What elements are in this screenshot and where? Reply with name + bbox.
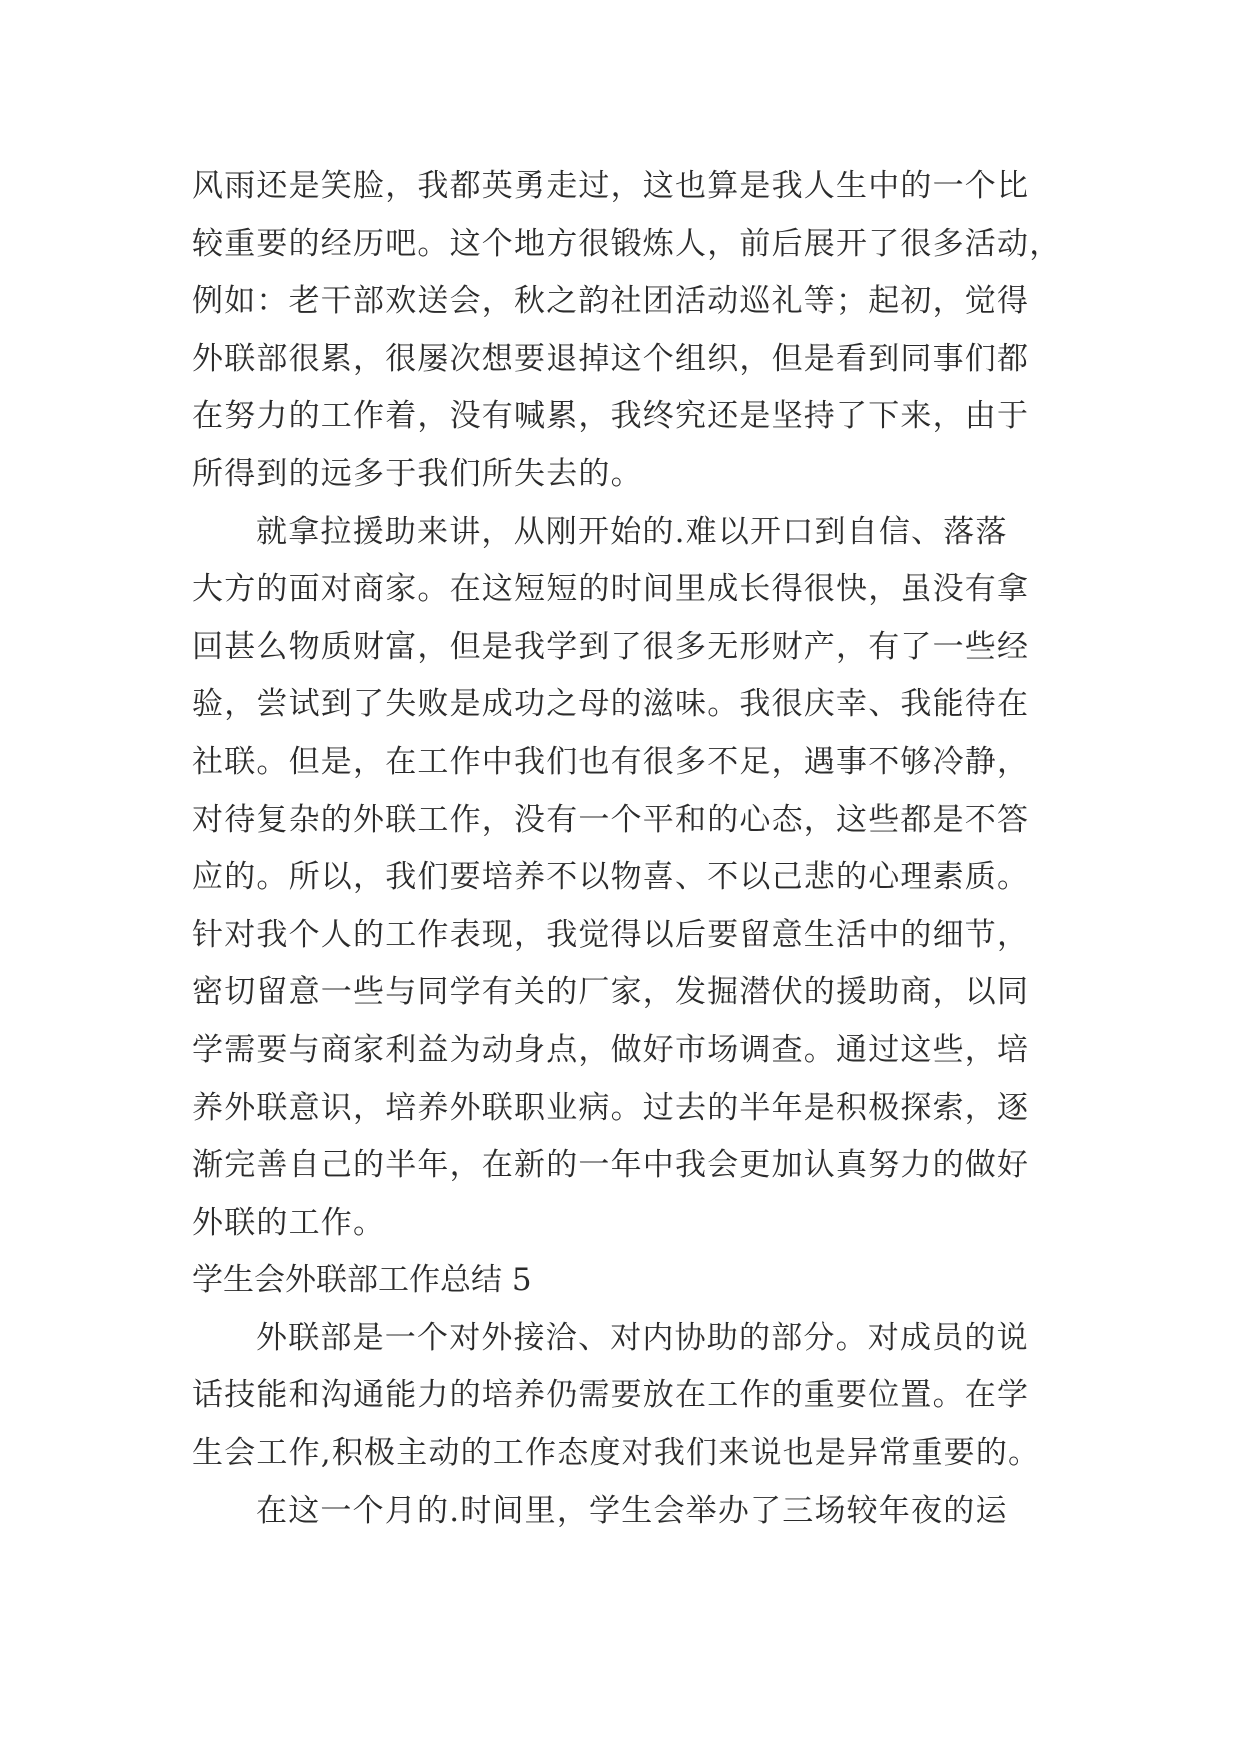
paragraph-first-line: 外联部是一个对外接洽、对内协助的部分。对成员的说 [256, 1319, 1029, 1356]
text-line: 例如：老干部欢送会，秋之韵社团活动巡礼等；起初，觉得 [192, 283, 1030, 320]
text-line: 应的。所以，我们要培养不以物喜、不以己悲的心理素质。 [192, 859, 1030, 896]
text-line: 密切留意一些与同学有关的厂家，发掘潜伏的援助商，以同 [192, 974, 1030, 1011]
text-line: 学需要与商家利益为动身点，做好市场调查。通过这些，培 [192, 1031, 1030, 1068]
document-body [192, 158, 1072, 1540]
text-line: 较重要的经历吧。这个地方很锻炼人，前后展开了很多活动， [192, 225, 1062, 262]
text-line: 外联部很累，很屡次想要退掉这个组织，但是看到同事们都 [192, 340, 1030, 377]
text-line: 回甚么物质财富，但是我学到了很多无形财产，有了一些经 [192, 628, 1030, 665]
text-line: 所得到的远多于我们所失去的。 [192, 455, 643, 492]
text-line: 风雨还是笑脸，我都英勇走过，这也算是我人生中的一个比 [192, 168, 1030, 204]
text-line: 话技能和沟通能力的培养仍需要放在工作的重要位置。在学 [192, 1377, 1030, 1414]
text-line: 针对我个人的工作表现，我觉得以后要留意生活中的细节， [192, 916, 1030, 953]
text-line: 渐完善自己的半年，在新的一年中我会更加认真努力的做好 [192, 1147, 1030, 1184]
text-line: 在努力的工作着，没有喊累，我终究还是坚持了下来，由于 [192, 398, 1030, 435]
text-line: 养外联意识，培养外联职业病。过去的半年是积极探索，逐 [192, 1089, 1030, 1126]
text-line: 生会工作,积极主动的工作态度对我们来说也是异常重要的。 [192, 1435, 1041, 1472]
text-line: 对待复杂的外联工作，没有一个平和的心态，这些都是不答 [192, 801, 1030, 838]
text-line: 外联的工作。 [192, 1204, 386, 1241]
text-line: 社联。但是，在工作中我们也有很多不足，遇事不够冷静， [192, 743, 1030, 780]
text-line: 验，尝试到了失败是成功之母的滋味。我很庆幸、我能待在 [192, 686, 1030, 723]
text-line: 大方的面对商家。在这短短的时间里成长得很快，虽没有拿 [192, 571, 1030, 608]
section-heading: 学生会外联部工作总结 5 [192, 1262, 532, 1299]
paragraph-first-line: 就拿拉援助来讲，从刚开始的.难以开口到自信、落落 [256, 513, 1008, 550]
paragraph-first-line: 在这一个月的.时间里，学生会举办了三场较年夜的运 [256, 1492, 1008, 1529]
